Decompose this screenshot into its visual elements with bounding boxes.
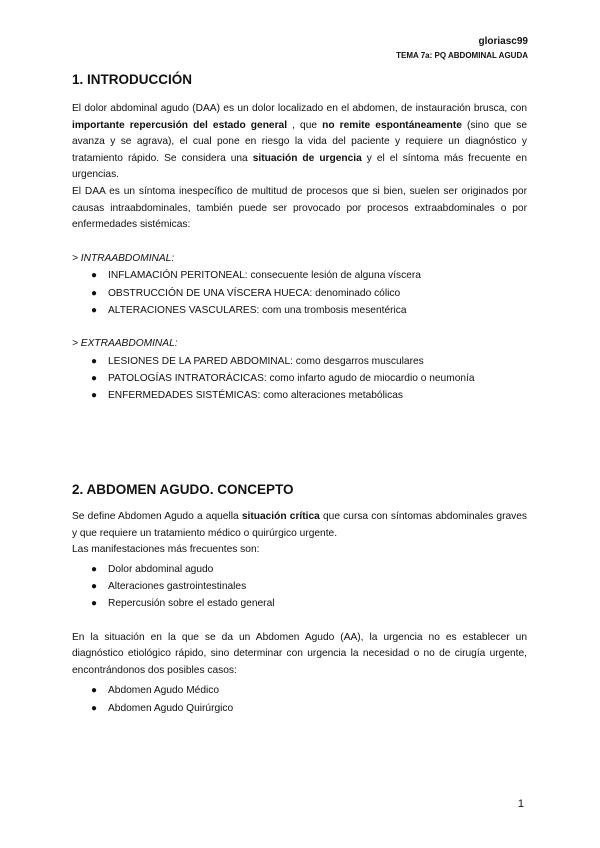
intro-bold-2: no remite espontáneamente — [322, 119, 462, 131]
concept-text-1: Se define Abdomen Agudo a aquella — [72, 511, 242, 523]
intro-bold-1: importante repercusión del estado general — [72, 119, 288, 131]
list-item-text: ENFERMEDADES SISTÉMICAS: como alteraciones metabólicas — [108, 389, 403, 401]
document-body — [72, 72, 527, 717]
section-2-title: 2. ABDOMEN AGUDO. CONCEPTO — [72, 482, 294, 498]
concept-paragraph — [72, 509, 527, 542]
bullet-icon: ● — [91, 581, 98, 593]
intro-text-4: y el el síntoma más frecuente en urgencias. — [72, 152, 527, 181]
concept-bold-1: situación crítica — [241, 511, 320, 523]
intro-text-2: , que — [287, 119, 323, 131]
list-item — [72, 561, 527, 578]
list-item — [72, 578, 527, 595]
intraabdominal-label: > INTRAABDOMINAL: — [72, 252, 175, 264]
list-item-text: Repercusión sobre el estado general — [108, 598, 275, 610]
concept-text-2: que cursa con síntomas abdominales graves y que requiere un tratamiento médico o quirúrgico urgente. — [72, 511, 527, 539]
bullet-icon: ● — [91, 287, 98, 299]
list-item-text: ALTERACIONES VASCULARES: com una trombosis mesentérica — [108, 304, 407, 316]
list-item-text: LESIONES DE LA PARED ABDOMINAL: como desgarros musculares — [108, 355, 424, 367]
list-item — [72, 595, 527, 612]
list-item-text: Abdomen Agudo Quirúrgico — [108, 702, 234, 714]
intraabdominal-list — [72, 267, 527, 319]
bullet-icon: ● — [91, 304, 98, 316]
header-username: gloriasc99 — [478, 36, 528, 47]
bullet-icon: ● — [91, 372, 98, 384]
list-item-text: Alteraciones gastrointestinales — [108, 581, 247, 593]
extraabdominal-list — [72, 353, 527, 405]
list-item — [72, 353, 527, 370]
manifestations-list — [72, 561, 527, 613]
intro-text-1: El dolor abdominal agudo (DAA) es un dolor localizado en el abdomen, de instauración brusca, con — [72, 103, 527, 114]
cases-list — [72, 682, 527, 716]
list-item — [72, 285, 527, 302]
bullet-icon: ● — [91, 270, 98, 282]
list-item-text: OBSTRUCCIÓN DE UNA VÍSCERA HUECA: denominado cólico — [108, 287, 401, 299]
bullet-icon: ● — [91, 355, 98, 367]
bullet-icon: ● — [91, 389, 98, 401]
intro-paragraph — [72, 101, 527, 184]
intro-text-3: (sino que se avanza y se agrava), el cual pone en riesgo la vida del paciente y requiere un diagnóstico y tratamiento rápido. Se considera una — [72, 119, 527, 164]
list-item — [72, 700, 527, 717]
extraabdominal-label: > EXTRAABDOMINAL: — [72, 337, 178, 349]
list-item-text: Dolor abdominal agudo — [108, 563, 214, 575]
list-item-text: PATOLOGÍAS INTRATORÁCICAS: como infarto agudo de miocardio o neumonía — [108, 372, 475, 384]
list-item — [72, 370, 527, 387]
manifestations-intro: Las manifestaciones más frecuentes son: — [72, 544, 260, 556]
bullet-icon: ● — [91, 598, 98, 610]
bullet-icon: ● — [91, 563, 98, 575]
list-item-text: INFLAMACIÓN PERITONEAL: consecuente lesión de alguna víscera — [108, 270, 421, 282]
intro-bold-3: situación de urgencia — [252, 152, 362, 164]
section-1-title: 1. INTRODUCCIÓN — [72, 72, 193, 87]
page-number: 1 — [517, 798, 524, 810]
list-item — [72, 387, 527, 404]
list-item-text: Abdomen Agudo Médico — [108, 685, 220, 697]
aa-paragraph: En la situación en la que se da un Abdomen Agudo (AA), la urgencia no es establecer un diagnóstico etiológico rápido, sino determinar con urgencia la necesidad o no de cirugía urgente, encontrándonos dos posibles casos: — [72, 631, 527, 676]
list-item — [72, 682, 527, 699]
list-item — [72, 267, 527, 284]
bullet-icon: ● — [91, 685, 98, 697]
header-topic: TEMA 7a: PQ ABDOMINAL AGUDA — [396, 51, 528, 60]
list-item — [72, 302, 527, 319]
daa-paragraph: El DAA es un síntoma inespecífico de multitud de procesos que si bien, suelen ser originados por causas intraabdominales, también puede ser provocado por procesos extraabdominales o por enfermedades sistémicas: — [72, 185, 527, 231]
bullet-icon: ● — [91, 702, 98, 714]
